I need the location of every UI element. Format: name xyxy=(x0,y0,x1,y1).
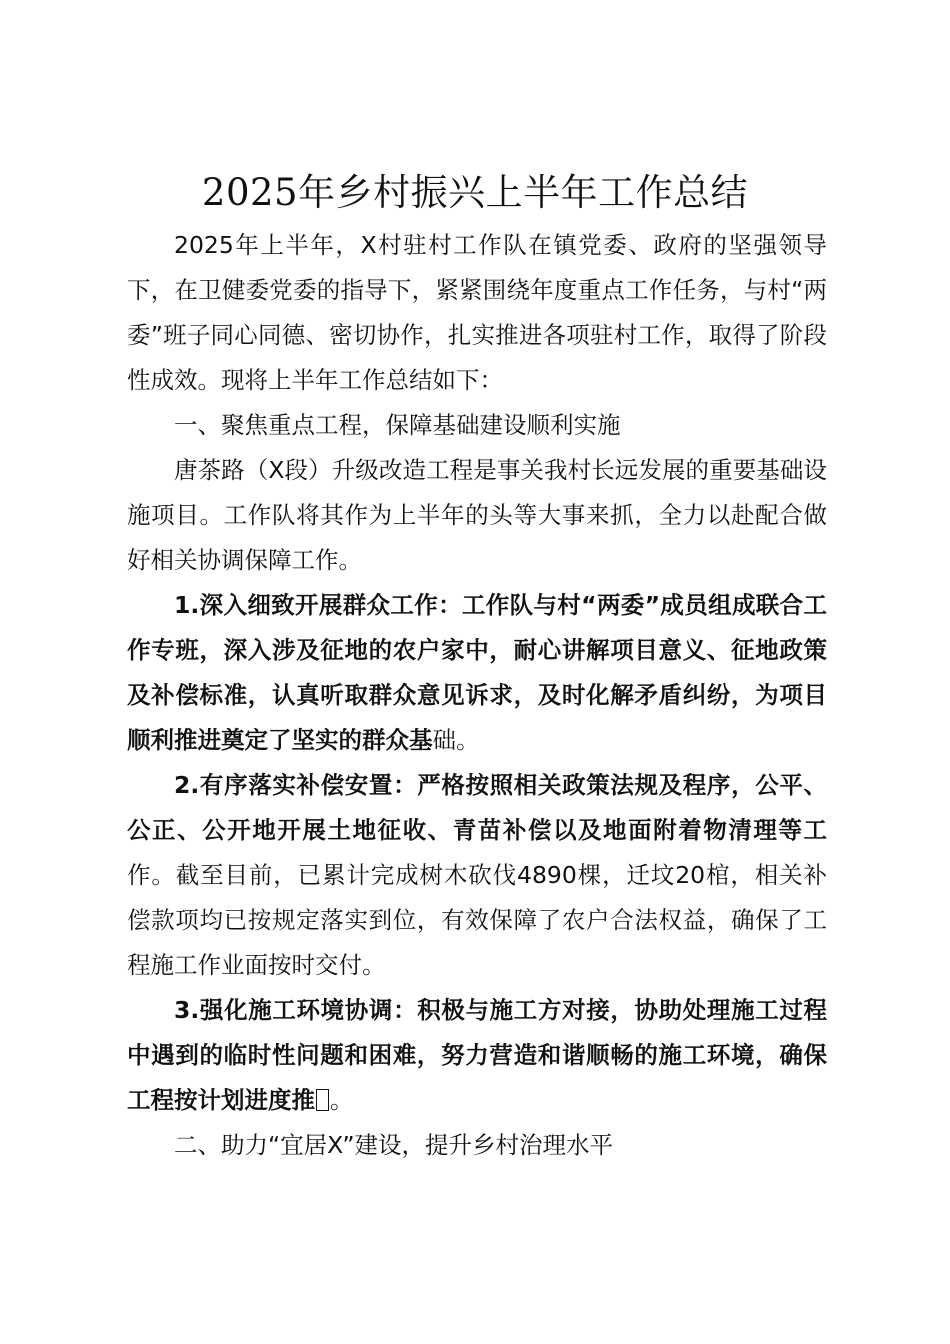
section-2-heading: 二、助力“宜居X”建设，提升乡村治理水平 xyxy=(174,1131,613,1159)
item-3-bold-text: 3.强化施工环境协调：积极与施工方对接，协助处理施工过程中遇到的临时性问题和困难，努力营造和谐顺畅的施工环境，确保工程按计划进度推 xyxy=(127,996,827,1114)
item-3-tail-text: 。 xyxy=(330,1086,354,1114)
section-1-heading: 一、聚焦重点工程，保障基础建设顺利实施 xyxy=(174,411,621,439)
item-2-bold-text: 2.有序落实补偿安置：严格按照相关政策法规及程序，公平、公正、公开地开展土地征收、青苗补偿以及地面附着物清理等工 xyxy=(127,771,827,844)
intro-paragraph: 2025年上半年，X村驻村工作队在镇党委、政府的坚强领导下，在卫健委党委的指导下，紧紧围绕年度重点工作任务，与村“两委”班子同心同德、密切协作，扎实推进各项驻村工作，取得了阶段性成效。现将上半年工作总结如下： xyxy=(127,231,827,394)
document-title: 2025年乡村振兴上半年工作总结 xyxy=(201,171,749,214)
missing-glyph-box xyxy=(316,1089,329,1111)
item-2-normal-text: 作。截至目前，已累计完成树木砍伐4890棵，迁坟20棺，相关补偿款项均已按规定落实到位，有效保障了农户合法权益，确保了工程施工作业面按时交付。 xyxy=(127,861,827,979)
item-1-normal-text: 础。 xyxy=(432,726,480,754)
section-1-intro-paragraph: 唐茶路（X段）升级改造工程是事关我村长远发展的重要基础设施项目。工作队将其作为上半年的头等大事来抓，全力以赴配合做好相关协调保障工作。 xyxy=(127,456,827,574)
document-body xyxy=(127,223,827,1168)
item-1-bold-text: 1.深入细致开展群众工作：工作队与村“两委”成员组成联合工作专班，深入涉及征地的农户家中，耐心讲解项目意义、征地政策及补偿标准，认真听取群众意见诉求，及时化解矛盾纠纷，为项目顺利推进奠定了坚实的群众基 xyxy=(127,591,827,754)
item-3-paragraph xyxy=(127,988,827,1123)
item-2-paragraph xyxy=(127,763,827,988)
item-1-paragraph xyxy=(127,583,827,763)
